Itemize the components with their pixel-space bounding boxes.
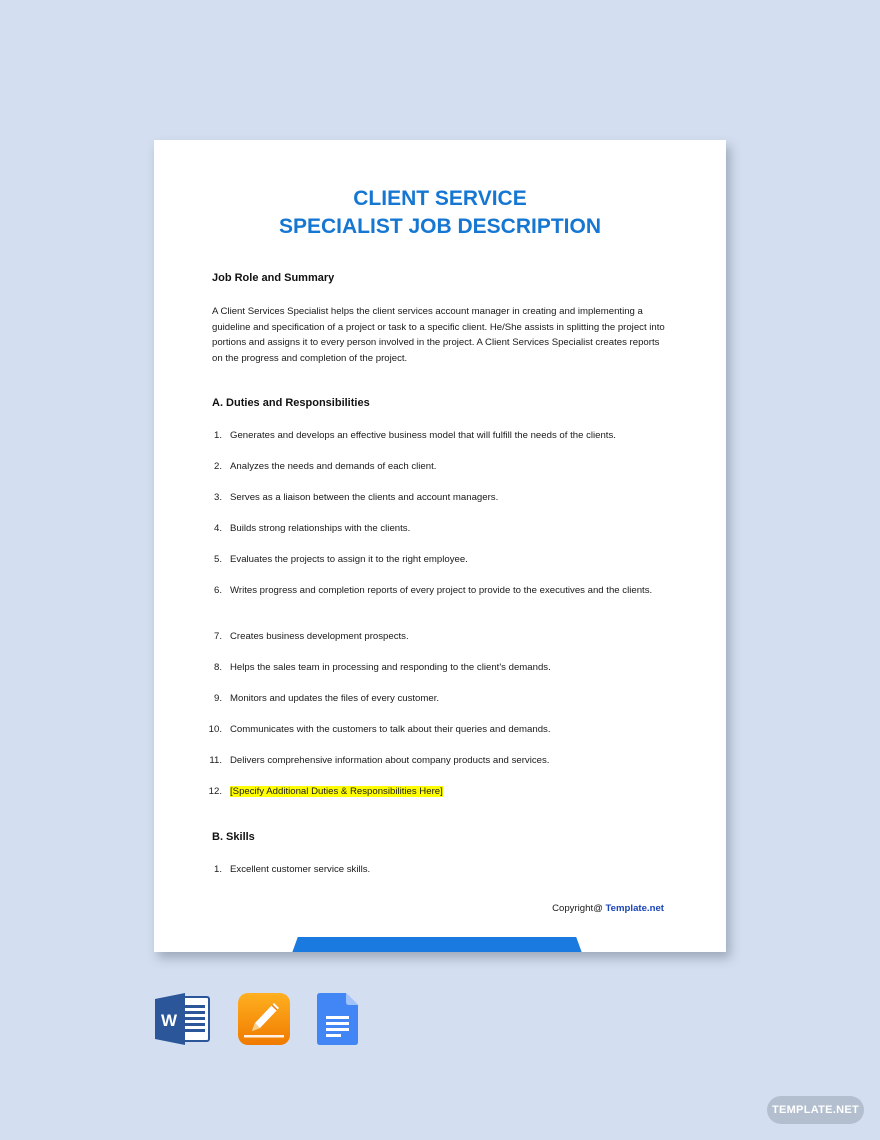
copyright-line bbox=[552, 903, 664, 914]
duty-number: 5. bbox=[213, 554, 222, 565]
document-title-line1: CLIENT SERVICE bbox=[353, 187, 527, 210]
skills-heading: B. Skills bbox=[212, 831, 255, 843]
duty-text: Serves as a liaison between the clients and account managers. bbox=[230, 492, 499, 503]
duty-number: 9. bbox=[213, 693, 222, 704]
summary-paragraph: A Client Services Specialist helps the client services account manager in creating and implementing a guideline and specification of a project or task to a specific client. He/She assists in splitting the project into portions and assigns it to every person involved in the project. A Client Services Specialist creates reports on the progress and completion of the project. bbox=[212, 306, 665, 364]
duty-text: Monitors and updates the files of every customer. bbox=[230, 693, 440, 704]
duty-number: 11. bbox=[209, 755, 222, 766]
copyright-brand-link[interactable]: Template.net bbox=[605, 903, 664, 914]
duty-number: 8. bbox=[213, 662, 222, 673]
word-letter: W bbox=[160, 1011, 178, 1030]
duty-text: Generates and develops an effective business model that will fulfill the needs of the clients. bbox=[230, 430, 616, 441]
copyright-prefix: Copyright@ bbox=[552, 903, 606, 914]
duty-text: Delivers comprehensive information about company products and services. bbox=[230, 755, 550, 766]
document-page bbox=[154, 140, 726, 952]
skill-number: 1. bbox=[213, 864, 222, 875]
duty-number: 10. bbox=[208, 724, 222, 735]
duty-text: Evaluates the projects to assign it to the right employee. bbox=[230, 554, 468, 565]
duty-text: Analyzes the needs and demands of each client. bbox=[230, 461, 437, 472]
duty-number: 12. bbox=[208, 786, 222, 797]
duty-number: 1. bbox=[213, 430, 222, 441]
duty-number: 7. bbox=[213, 631, 222, 642]
duty-text: Writes progress and completion reports of every project to provide to the executives and the clients. bbox=[230, 585, 653, 596]
duties-heading: A. Duties and Responsibilities bbox=[212, 397, 370, 409]
duty-number: 2. bbox=[213, 461, 222, 472]
pages-app-icon[interactable] bbox=[238, 993, 290, 1050]
footer-accent-bar bbox=[292, 937, 582, 952]
template-net-badge[interactable]: TEMPLATE.NET bbox=[767, 1096, 864, 1124]
word-app-icon[interactable] bbox=[155, 993, 211, 1050]
skill-text: Excellent customer service skills. bbox=[230, 864, 371, 875]
duty-text: Builds strong relationships with the clients. bbox=[230, 523, 411, 534]
duty-text: Creates business development prospects. bbox=[230, 631, 409, 642]
summary-heading: Job Role and Summary bbox=[212, 272, 335, 284]
highlighted-placeholder: [Specify Additional Duties & Responsibilities Here] bbox=[230, 786, 443, 797]
duty-number: 6. bbox=[213, 585, 222, 596]
duty-text: Helps the sales team in processing and responding to the client's demands. bbox=[230, 662, 551, 673]
duty-placeholder-text bbox=[230, 784, 670, 799]
duty-text: Communicates with the customers to talk about their queries and demands. bbox=[230, 724, 551, 735]
document-title-line2: SPECIALIST JOB DESCRIPTION bbox=[278, 215, 602, 238]
google-docs-app-icon[interactable] bbox=[317, 993, 359, 1050]
duty-number: 3. bbox=[213, 492, 222, 503]
duty-number: 4. bbox=[213, 523, 222, 534]
